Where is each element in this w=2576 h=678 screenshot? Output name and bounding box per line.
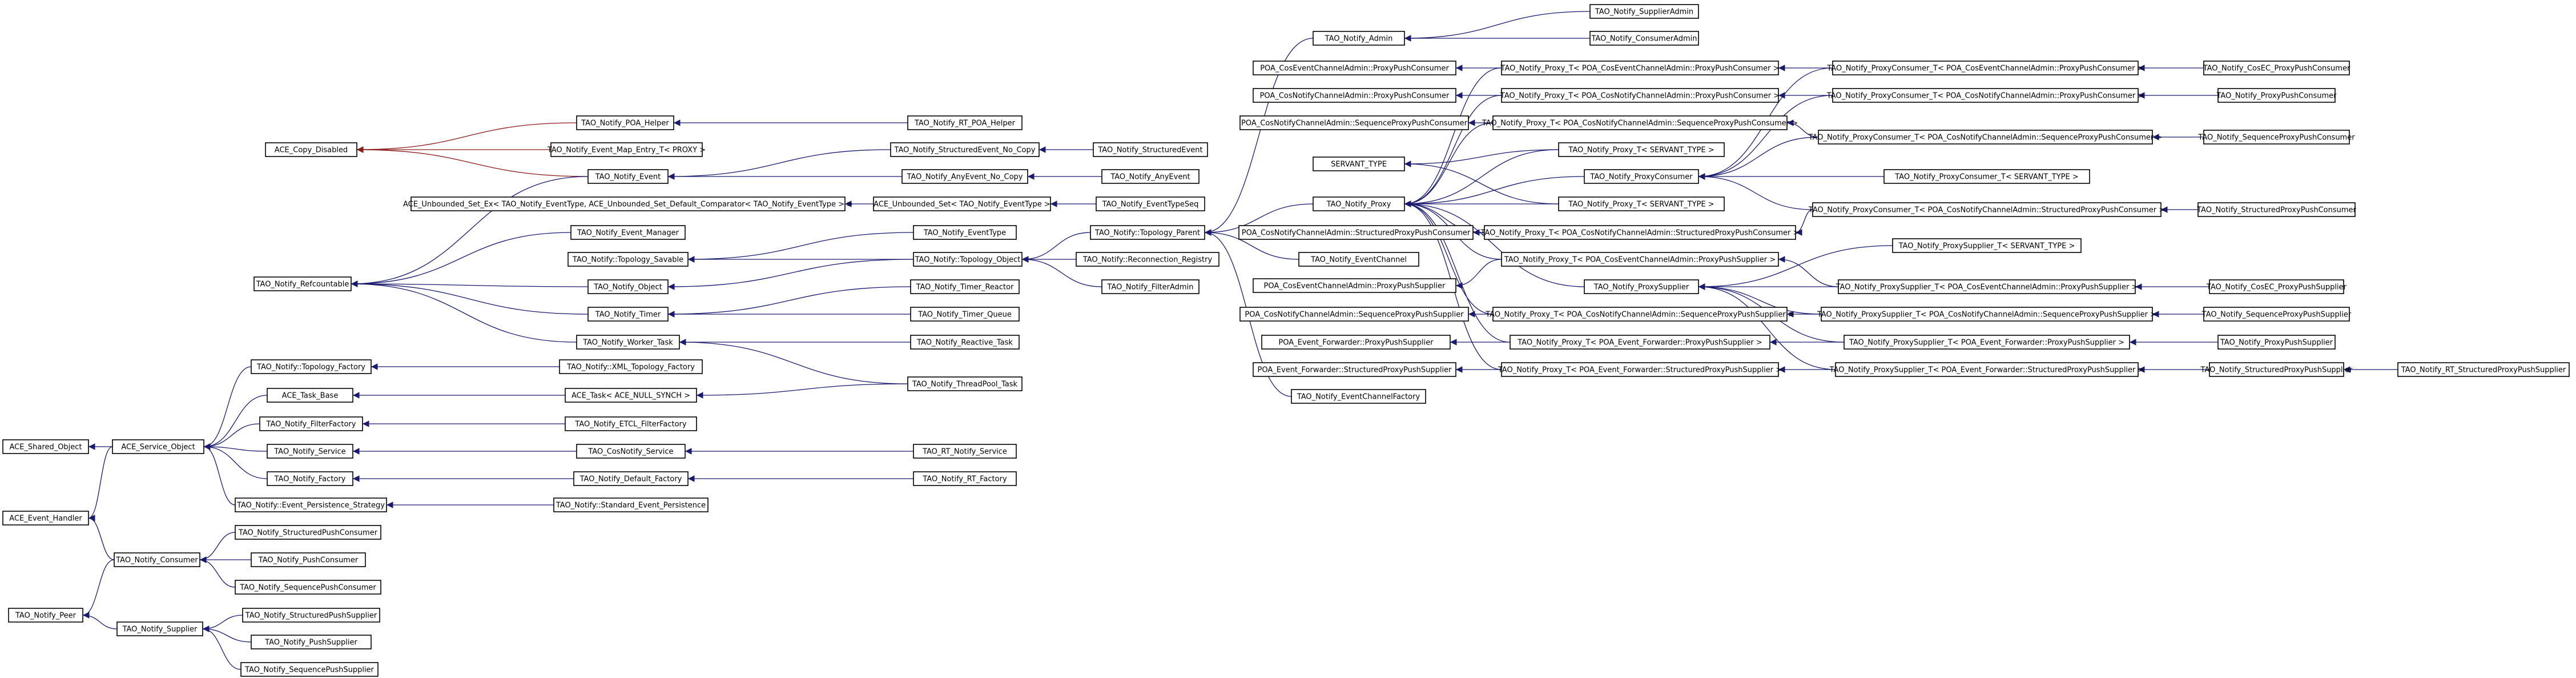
class-node-label: TAO_Notify_ProxyConsumer_T< POA_CosNotifyChannelAdmin::SequenceProxyPushConsumer >: [1808, 133, 2163, 142]
class-node-label: TAO_Notify_StructuredEvent: [1098, 146, 1203, 155]
class-node[interactable]: [588, 307, 668, 321]
class-node[interactable]: [1498, 363, 1782, 376]
class-node-label: TAO_Notify_ProxySupplier: [1593, 283, 1689, 292]
class-node[interactable]: [1076, 252, 1219, 266]
class-node[interactable]: [1884, 170, 2090, 183]
class-node-label: TAO_Notify_Supplier: [122, 625, 198, 634]
class-node-label: TAO_Notify_Proxy_T< POA_CosNotifyChannelAdmin::StructuredProxyPushConsumer >: [1480, 228, 1800, 238]
edge-line: [679, 342, 908, 384]
class-node[interactable]: [902, 170, 1028, 183]
inheritance-edge: [351, 284, 577, 342]
edge-line: [204, 395, 267, 447]
class-node[interactable]: [577, 444, 685, 458]
class-node-label: TAO_Notify_Refcountable: [256, 280, 349, 289]
class-node-label: TAO_Notify_Worker_Task: [583, 338, 673, 347]
class-node[interactable]: [260, 417, 363, 431]
edge-line: [351, 232, 571, 284]
class-node-label: ACE_Unbounded_Set< TAO_Notify_EventType >: [874, 200, 1050, 209]
class-node-label: TAO_Notify_ETCL_FilterFactory: [575, 420, 687, 429]
class-node[interactable]: [588, 280, 668, 294]
class-node[interactable]: [911, 335, 1019, 349]
class-node-label: TAO_Notify_SequencePushConsumer: [240, 583, 376, 592]
class-node[interactable]: [554, 498, 708, 512]
class-node-label: TAO_Notify_CosEC_ProxyPushConsumer: [2203, 64, 2350, 73]
class-node[interactable]: [2200, 363, 2353, 376]
class-node[interactable]: [891, 143, 1039, 157]
edge-line: [203, 615, 243, 629]
class-node[interactable]: [577, 116, 674, 130]
inheritance-edge: [200, 532, 235, 560]
class-node-label: TAO_Notify::Event_Persistence_Strategy: [237, 501, 385, 510]
inheritance-edge: [203, 629, 241, 669]
class-node[interactable]: [913, 444, 1016, 458]
class-node[interactable]: [2218, 335, 2335, 349]
class-node[interactable]: [1253, 89, 1456, 102]
class-node-label: TAO_Notify_StructuredPushConsumer: [238, 528, 378, 537]
class-node-label: POA_Event_Forwarder::StructuredProxyPushSupplier: [1257, 366, 1452, 375]
class-node-label: TAO_Notify_ThreadPool_Task: [912, 380, 1018, 389]
class-node-label: TAO_Notify_ProxySupplier_T< POA_Event_Forwarder::StructuredProxyPushSupplier >: [1829, 366, 2144, 375]
class-node-label: TAO_Notify_ProxyConsumer_T< SERVANT_TYPE >: [1895, 172, 2079, 182]
class-node[interactable]: [235, 525, 381, 539]
class-node-label: TAO_Notify_SupplierAdmin: [1595, 7, 1694, 17]
class-node-label: TAO_Notify::Topology_Factory: [257, 363, 365, 372]
class-node[interactable]: [568, 252, 688, 266]
class-node[interactable]: [913, 252, 1022, 266]
class-node-label: TAO_Notify_StructuredEvent_No_Copy: [894, 146, 1036, 155]
class-node[interactable]: [1240, 307, 1468, 321]
class-node[interactable]: [1829, 363, 2144, 376]
class-node[interactable]: [265, 143, 357, 157]
class-node[interactable]: [2201, 307, 2352, 321]
class-node-label: POA_CosEventChannelAdmin::ProxyPushSupplier: [1263, 282, 1446, 291]
class-node-label: TAO_Notify::Reconnection_Registry: [1082, 255, 1213, 264]
class-node[interactable]: [1500, 61, 1780, 75]
class-node[interactable]: [1844, 335, 2130, 349]
class-node-label: TAO_Notify_Proxy_T< POA_CosEventChannelAdmin::ProxyPushConsumer >: [1500, 64, 1780, 73]
class-node-label: TAO_Notify_SequencePushSupplier: [245, 665, 374, 675]
class-node-label: TAO_Notify_Admin: [1325, 34, 1393, 43]
class-node[interactable]: [1253, 61, 1456, 75]
class-node-label: POA_CosNotifyChannelAdmin::SequenceProxyPushSupplier: [1245, 310, 1464, 319]
inheritance-edge: [204, 395, 267, 447]
class-node[interactable]: [1826, 89, 2144, 102]
inheritance-edge: [351, 176, 588, 284]
inheritance-edge: [88, 518, 114, 560]
class-node[interactable]: [2196, 203, 2356, 216]
class-node-label: TAO_Notify_StructuredProxyPushSupplier: [2200, 366, 2353, 375]
class-node[interactable]: [254, 277, 351, 291]
inheritance-edge: [697, 384, 908, 395]
class-node-label: TAO_Notify_AnyEvent: [1110, 172, 1190, 182]
class-node-label: TAO_Notify_Proxy: [1326, 200, 1391, 209]
class-node-label: TAO_Notify_RT_Factory: [923, 475, 1007, 484]
class-node[interactable]: [1590, 5, 1698, 18]
edge-line: [1404, 123, 1493, 204]
class-node[interactable]: [577, 335, 679, 349]
class-node-label: TAO_Notify_Proxy_T< SERVANT_TYPE >: [1568, 200, 1714, 209]
class-node[interactable]: [112, 440, 204, 454]
class-node-label: TAO_Notify_Proxy_T< SERVANT_TYPE >: [1568, 146, 1714, 155]
class-node[interactable]: [913, 226, 1016, 239]
class-node-label: TAO_Notify::Topology_Parent: [1094, 228, 1201, 238]
inheritance-edge: [83, 615, 117, 629]
class-node[interactable]: [1262, 335, 1450, 349]
edge-line: [83, 560, 114, 615]
class-node-label: TAO_Notify_Proxy_T< POA_CosEventChannelAdmin::ProxyPushSupplier >: [1504, 255, 1776, 264]
class-node[interactable]: [588, 170, 668, 183]
edge-line: [351, 284, 588, 314]
class-node[interactable]: [251, 360, 371, 374]
class-node-label: ACE_Copy_Disabled: [274, 146, 348, 155]
class-node[interactable]: [1584, 170, 1698, 183]
class-node-label: ACE_Shared_Object: [9, 443, 82, 452]
edge-line: [83, 615, 117, 629]
class-nodes: [3, 5, 2569, 676]
class-node[interactable]: [908, 116, 1022, 130]
edge-line: [357, 123, 577, 150]
class-node-label: ACE_Task_Base: [281, 391, 339, 400]
class-node[interactable]: [1485, 307, 1794, 321]
edge-line: [1404, 150, 1559, 204]
class-node[interactable]: [243, 608, 380, 622]
class-node-label: TAO_Notify::Topology_Savable: [572, 255, 684, 264]
class-node-label: SERVANT_TYPE: [1331, 160, 1387, 169]
class-node[interactable]: [267, 472, 353, 486]
inheritance-edge: [204, 447, 267, 451]
class-node-label: TAO_Notify_ProxyConsumer_T< POA_CosNotifyChannelAdmin::StructuredProxyPushConsumer >: [1808, 206, 2166, 215]
class-node[interactable]: [560, 360, 702, 374]
class-node-label: TAO_Notify_Consumer: [116, 556, 198, 565]
class-node-label: TAO_Notify_ProxyPushSupplier: [2220, 338, 2333, 347]
class-node-label: ACE_Event_Handler: [9, 514, 82, 523]
class-node[interactable]: [2203, 61, 2350, 75]
class-node[interactable]: [1240, 116, 1468, 130]
class-node-label: TAO_Notify_SequenceProxyPushConsumer: [2198, 133, 2355, 142]
class-node[interactable]: [241, 663, 378, 676]
class-node-label: TAO_Notify_Service: [274, 447, 346, 456]
class-node[interactable]: [1559, 197, 1724, 211]
class-node[interactable]: [1239, 226, 1473, 239]
edge-line: [203, 629, 241, 669]
class-node-label: TAO_Notify_Proxy_T< POA_Event_Forwarder::ProxyPushSupplier >: [1518, 338, 1762, 347]
class-node-label: TAO_Notify::Standard_Event_Persistence: [556, 501, 706, 510]
class-node[interactable]: [565, 417, 697, 431]
class-node[interactable]: [1893, 239, 2081, 252]
inheritance-edge: [668, 259, 913, 287]
edge-line: [88, 518, 114, 560]
class-node-label: TAO_Notify_Timer_Queue: [918, 310, 1012, 319]
class-node-label: TAO_Notify_ConsumerAdmin: [1591, 34, 1697, 43]
edge-line: [204, 447, 235, 505]
class-node-label: TAO_Notify_ProxyPushConsumer: [2216, 91, 2337, 101]
class-node[interactable]: [235, 580, 381, 594]
class-node-label: TAO_Notify_FilterFactory: [266, 420, 356, 429]
inheritance-edge: [204, 447, 235, 505]
class-node[interactable]: [117, 622, 203, 636]
class-node[interactable]: [267, 444, 353, 458]
class-node[interactable]: [908, 377, 1022, 391]
class-node[interactable]: [1502, 252, 1778, 266]
class-node[interactable]: [874, 197, 1050, 211]
class-node-label: TAO_Notify_EventTypeSeq: [1102, 200, 1199, 209]
class-node-label: TAO_Notify::Topology_Object: [915, 255, 1021, 264]
edge-line: [200, 560, 235, 587]
class-node-label: TAO_Notify_POA_Helper: [581, 119, 669, 128]
class-node-label: TAO_CosNotify_Service: [588, 447, 674, 456]
class-node[interactable]: [574, 472, 688, 486]
edge-line: [351, 176, 588, 284]
edge-line: [688, 232, 913, 259]
inheritance-edge: [668, 287, 911, 314]
inheritance-edge: [679, 342, 908, 384]
inheritance-edge: [1404, 164, 1559, 204]
inheritance-edge: [1778, 259, 1838, 287]
edge-line: [204, 447, 267, 451]
class-node-label: TAO_Notify_Object: [594, 283, 662, 292]
class-node-label: TAO_Notify_Event_Manager: [577, 228, 679, 238]
class-node[interactable]: [1313, 31, 1404, 45]
class-node-label: TAO_Notify_Peer: [15, 611, 76, 620]
edge-line: [1404, 11, 1590, 38]
edge-line: [1698, 287, 1836, 370]
class-node[interactable]: [251, 553, 365, 567]
class-node-label: POA_CosNotifyChannelAdmin::StructuredProxyPushConsumer: [1241, 228, 1471, 238]
class-node[interactable]: [1590, 31, 1698, 45]
class-node-label: TAO_Notify_RT_POA_Helper: [914, 119, 1016, 128]
class-node-label: TAO_Notify_Timer: [595, 310, 661, 319]
class-node[interactable]: [1096, 197, 1205, 211]
class-node[interactable]: [1253, 279, 1456, 292]
class-node-label: TAO_Notify_ProxyConsumer: [1590, 172, 1693, 182]
class-node-label: TAO_Notify_ProxySupplier_T< POA_Event_Forwarder::ProxyPushSupplier >: [1849, 338, 2125, 347]
class-node-label: TAO_Notify_FilterAdmin: [1107, 283, 1194, 292]
edge-line: [697, 384, 908, 395]
class-node[interactable]: [913, 472, 1016, 486]
class-node-label: TAO_Notify_CosEC_ProxyPushSupplier: [2207, 283, 2346, 292]
class-node-label: TAO_Notify_ProxySupplier_T< POA_CosNotifyChannelAdmin::SequenceProxyPushSupplier >: [1817, 310, 2157, 319]
class-node-label: TAO_Notify_EventChannelFactory: [1297, 392, 1420, 402]
class-node[interactable]: [571, 226, 685, 239]
class-node[interactable]: [1808, 203, 2165, 216]
inheritance-edge: [203, 615, 243, 629]
class-node-label: TAO_Notify_PushSupplier: [265, 638, 357, 647]
class-node-label: TAO_Notify_EventType: [923, 228, 1007, 238]
class-node[interactable]: [1480, 226, 1800, 239]
class-node-label: ACE_Service_Object: [121, 443, 195, 452]
class-node-label: TAO_Notify_Reactive_Task: [917, 338, 1013, 347]
inheritance-edge: [1698, 287, 1836, 370]
class-node-label: TAO_Notify_ProxySupplier_T< SERVANT_TYPE >: [1898, 242, 2075, 251]
class-node-label: TAO_Notify_EventChannel: [1311, 255, 1407, 264]
edge-line: [351, 284, 577, 342]
class-node-label: ACE_Task< ACE_NULL_SYNCH >: [571, 391, 691, 400]
class-node-label: TAO_Notify_RT_StructuredProxyPushSupplier: [2401, 366, 2566, 375]
class-node[interactable]: [911, 307, 1019, 321]
class-node-label: TAO_Notify_Factory: [274, 475, 346, 484]
edge-line: [668, 287, 911, 314]
class-node[interactable]: [1102, 170, 1199, 183]
class-node-label: TAO_Notify_StructuredPushSupplier: [245, 611, 377, 620]
inheritance-edge: [1404, 150, 1559, 204]
inheritance-edge: [1404, 123, 1493, 204]
class-node[interactable]: [251, 635, 371, 649]
inheritance-edge: [351, 232, 571, 284]
class-node-label: ACE_Unbounded_Set_Ex< TAO_Notify_EventType, ACE_Unbounded_Set_Default_Comparator< TAO_Notify_EventType > >: [402, 200, 854, 209]
class-node[interactable]: [1291, 390, 1426, 403]
class-node[interactable]: [9, 608, 83, 622]
class-node-label: TAO_Notify_Proxy_T< POA_CosNotifyChannelAdmin::SequenceProxyPushConsumer >: [1482, 119, 1798, 128]
edge-line: [204, 367, 251, 447]
edge-line: [1404, 95, 1502, 204]
inheritance-edge: [1404, 11, 1590, 38]
class-node-label: TAO_Notify_Timer_Reactor: [916, 283, 1014, 292]
inheritance-edge: [204, 447, 267, 479]
class-node-label: TAO_Notify_Event: [595, 172, 661, 182]
inheritance-edge: [204, 367, 251, 447]
class-node[interactable]: [1313, 197, 1404, 211]
class-node[interactable]: [1102, 280, 1199, 294]
class-node-label: TAO_Notify_Proxy_T< POA_Event_Forwarder::StructuredProxyPushSupplier >: [1498, 366, 1782, 375]
class-node-label: POA_CosNotifyChannelAdmin::ProxyPushConsumer: [1259, 91, 1450, 101]
class-node[interactable]: [1500, 89, 1780, 102]
class-node[interactable]: [3, 511, 88, 525]
class-node-label: TAO_Notify_ProxyConsumer_T< POA_CosEventChannelAdmin::ProxyPushConsumer >: [1827, 64, 2144, 73]
class-node-label: TAO_Notify_ProxyConsumer_T< POA_CosNotifyChannelAdmin::ProxyPushConsumer >: [1826, 91, 2144, 101]
edge-line: [1456, 259, 1502, 286]
class-node[interactable]: [1090, 226, 1205, 239]
class-node[interactable]: [1482, 116, 1798, 130]
edge-line: [200, 532, 235, 560]
inheritance-edge: [351, 284, 588, 314]
class-node-label: POA_CosEventChannelAdmin::ProxyPushConsumer: [1260, 64, 1449, 73]
class-node[interactable]: [911, 280, 1019, 294]
class-node-label: POA_Event_Forwarder::ProxyPushSupplier: [1278, 338, 1434, 347]
inheritance-edge: [1404, 95, 1502, 204]
class-node[interactable]: [565, 388, 697, 402]
edge-line: [1778, 259, 1838, 287]
edge-line: [88, 447, 112, 518]
edge-line: [204, 447, 267, 479]
class-node[interactable]: [235, 498, 387, 512]
inheritance-edge: [1404, 204, 1584, 287]
class-node[interactable]: [267, 388, 353, 402]
class-node[interactable]: [1559, 143, 1724, 157]
class-node-label: POA_CosNotifyChannelAdmin::SequenceProxyPushConsumer: [1241, 119, 1467, 128]
class-node-label: TAO_Notify_Default_Factory: [579, 475, 682, 484]
inheritance-edge: [357, 123, 577, 150]
class-node-label: TAO_Notify_Proxy_T< POA_CosNotifyChannelAdmin::SequenceProxyPushSupplier >: [1486, 310, 1794, 319]
class-node-label: TAO_Notify_Proxy_T< POA_CosNotifyChannelAdmin::ProxyPushConsumer >: [1500, 91, 1780, 101]
class-node[interactable]: [2216, 89, 2337, 102]
class-node[interactable]: [403, 197, 853, 211]
class-node-label: TAO_Notify_SequenceProxyPushSupplier: [2201, 310, 2352, 319]
class-node-label: TAO_Notify_Event_Map_Entry_T< PROXY >: [547, 146, 706, 155]
class-node-label: TAO_Notify::XML_Topology_Factory: [567, 363, 695, 372]
class-node[interactable]: [2197, 130, 2355, 144]
class-node[interactable]: [1826, 61, 2143, 75]
class-node[interactable]: [2398, 363, 2569, 376]
class-node[interactable]: [2206, 280, 2347, 294]
class-node-label: TAO_RT_Notify_Service: [923, 447, 1007, 456]
class-node[interactable]: [114, 553, 200, 567]
inheritance-edge: [88, 447, 112, 518]
edge-line: [1404, 164, 1559, 204]
class-node-label: TAO_Notify_AnyEvent_No_Copy: [907, 172, 1023, 182]
class-node[interactable]: [547, 143, 706, 157]
class-node[interactable]: [1584, 280, 1698, 294]
class-node[interactable]: [1808, 130, 2163, 144]
class-node-label: TAO_Notify_StructuredProxyPushConsumer: [2197, 206, 2356, 215]
edge-line: [1404, 204, 1584, 287]
class-node[interactable]: [1299, 252, 1419, 266]
class-node-label: TAO_Notify_PushConsumer: [258, 556, 359, 565]
inheritance-edge: [688, 232, 913, 259]
class-node[interactable]: [1836, 280, 2138, 294]
inheritance-edge: [1456, 259, 1502, 286]
class-node[interactable]: [1817, 307, 2156, 321]
class-node-label: TAO_Notify_ProxySupplier_T< POA_CosEventChannelAdmin::ProxyPushSupplier >: [1836, 283, 2138, 292]
edge-line: [668, 259, 913, 287]
class-node[interactable]: [1313, 157, 1404, 171]
inheritance-edge: [200, 560, 235, 587]
class-node[interactable]: [3, 440, 88, 454]
inheritance-edge: [83, 560, 114, 615]
class-node[interactable]: [1093, 143, 1208, 157]
class-node[interactable]: [1510, 335, 1770, 349]
class-node[interactable]: [1253, 363, 1456, 376]
